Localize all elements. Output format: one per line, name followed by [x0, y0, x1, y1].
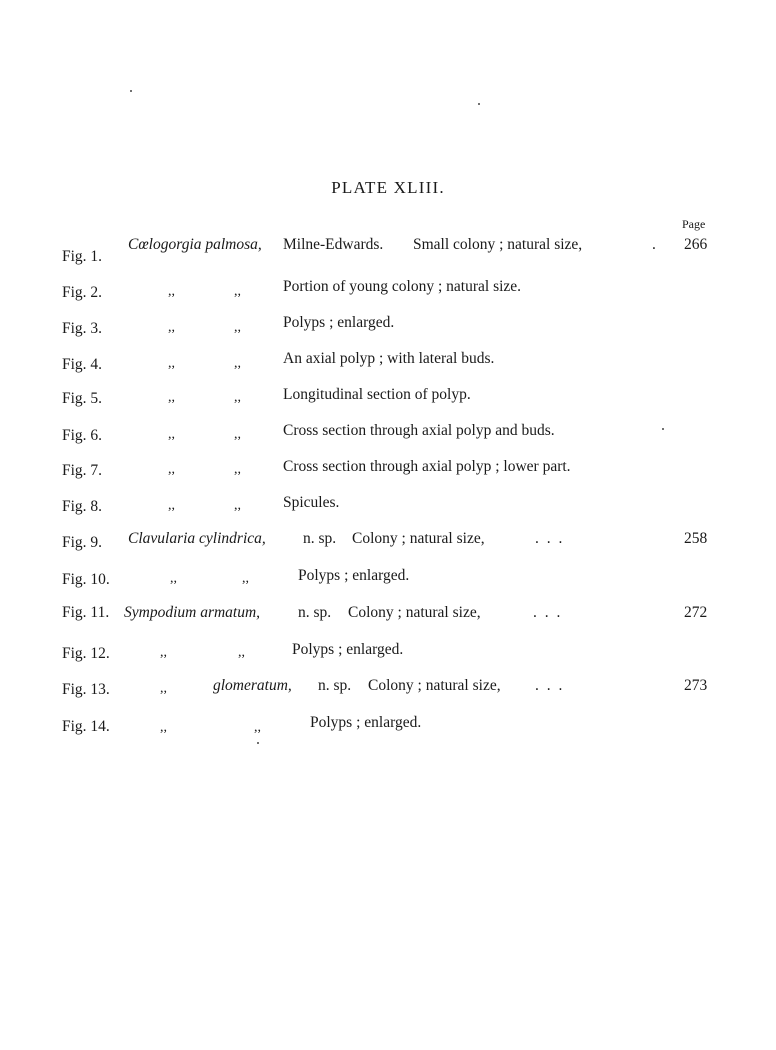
ditto-mark: ,,	[234, 427, 241, 442]
figure-row	[0, 422, 776, 446]
ditto-mark: ,,	[234, 284, 241, 299]
scan-speck	[478, 103, 480, 105]
ditto-mark: ,,	[168, 356, 175, 371]
ditto-mark: ,,	[254, 720, 261, 735]
ditto-mark: ,,	[242, 571, 249, 586]
figure-description: Cross section through axial polyp and buds.	[283, 422, 555, 439]
ditto-mark: ,,	[168, 284, 175, 299]
figure-label: Fig. 1.	[62, 248, 103, 265]
dot-leader: .	[652, 236, 656, 253]
figure-row	[0, 278, 776, 302]
page-number: 266	[684, 236, 708, 253]
figure-label: Fig. 6.	[62, 427, 103, 444]
species-name: Sympodium armatum,	[124, 604, 261, 621]
figure-label: Fig. 3.	[62, 320, 103, 337]
authority: n. sp.	[318, 677, 352, 694]
figure-label: Fig. 4.	[62, 356, 103, 373]
figure-description: Polyps ; enlarged.	[283, 314, 395, 331]
page-number: 273	[684, 677, 708, 694]
page-column-heading: Page	[682, 217, 706, 231]
figure-row	[0, 386, 776, 410]
figure-label: Fig. 5.	[62, 390, 103, 407]
figure-row	[0, 458, 776, 482]
ditto-mark: ,,	[160, 681, 167, 696]
ditto-mark: ,,	[234, 356, 241, 371]
figure-row	[0, 350, 776, 374]
ditto-mark: ,,	[168, 427, 175, 442]
figure-row	[0, 714, 776, 738]
figure-label: Fig. 13.	[62, 681, 110, 698]
figure-description: Polyps ; enlarged.	[310, 714, 422, 731]
ditto-mark: ,,	[234, 462, 241, 477]
figure-row	[0, 604, 776, 628]
figure-label: Fig. 10.	[62, 571, 110, 588]
figure-description: Spicules.	[283, 494, 340, 511]
species-name: glomeratum,	[213, 677, 292, 694]
figure-description: Polyps ; enlarged.	[298, 567, 410, 584]
figure-description: Colony ; natural size,	[368, 677, 501, 694]
scan-speck	[662, 428, 664, 430]
figure-label: Fig. 8.	[62, 498, 103, 515]
ditto-mark: ,,	[160, 645, 167, 660]
ditto-mark: ,,	[234, 498, 241, 513]
authority: Milne-Edwards.	[283, 236, 384, 253]
figure-label: Fig. 11.	[62, 604, 110, 621]
figure-row	[0, 314, 776, 338]
figure-row	[0, 567, 776, 591]
page-number: 258	[684, 530, 708, 547]
figure-description: Cross section through axial polyp ; lower part.	[283, 458, 571, 475]
page-number: 272	[684, 604, 708, 621]
ditto-mark: ,,	[168, 498, 175, 513]
ditto-mark: ,,	[168, 462, 175, 477]
ditto-mark: ,,	[234, 320, 241, 335]
authority: n. sp.	[298, 604, 332, 621]
figure-description: An axial polyp ; with lateral buds.	[283, 350, 495, 367]
authority: n. sp.	[303, 530, 337, 547]
dot-leader: . . .	[535, 677, 565, 694]
species-name: Cœlogorgia palmosa,	[128, 236, 262, 253]
scan-speck	[130, 90, 132, 92]
figure-description: Polyps ; enlarged.	[292, 641, 404, 658]
species-name: Clavularia cylindrica,	[128, 530, 266, 547]
figure-label: Fig. 9.	[62, 534, 103, 551]
ditto-mark: ,,	[238, 645, 245, 660]
ditto-mark: ,,	[168, 390, 175, 405]
figure-description: Small colony ; natural size,	[413, 236, 583, 253]
ditto-mark: ,,	[234, 390, 241, 405]
figure-label: Fig. 7.	[62, 462, 103, 479]
dot-leader: . . .	[535, 530, 565, 547]
figure-description: Longitudinal section of polyp.	[283, 386, 471, 403]
plate-title: PLATE XLIII.	[331, 178, 445, 197]
figure-label: Fig. 12.	[62, 645, 110, 662]
figure-row	[0, 494, 776, 518]
figure-row	[0, 236, 776, 265]
dot-leader: . . .	[533, 604, 563, 621]
figure-label: Fig. 2.	[62, 284, 103, 301]
figure-label: Fig. 14.	[62, 718, 110, 735]
figure-row	[0, 677, 776, 701]
ditto-mark: ,,	[160, 720, 167, 735]
figure-description: Colony ; natural size,	[348, 604, 481, 621]
ditto-mark: ,,	[168, 320, 175, 335]
figure-description: Portion of young colony ; natural size.	[283, 278, 522, 295]
figure-row	[0, 530, 776, 554]
ditto-mark: ,,	[170, 571, 177, 586]
figure-row	[0, 641, 776, 665]
scan-speck	[257, 742, 259, 744]
figure-description: Colony ; natural size,	[352, 530, 485, 547]
